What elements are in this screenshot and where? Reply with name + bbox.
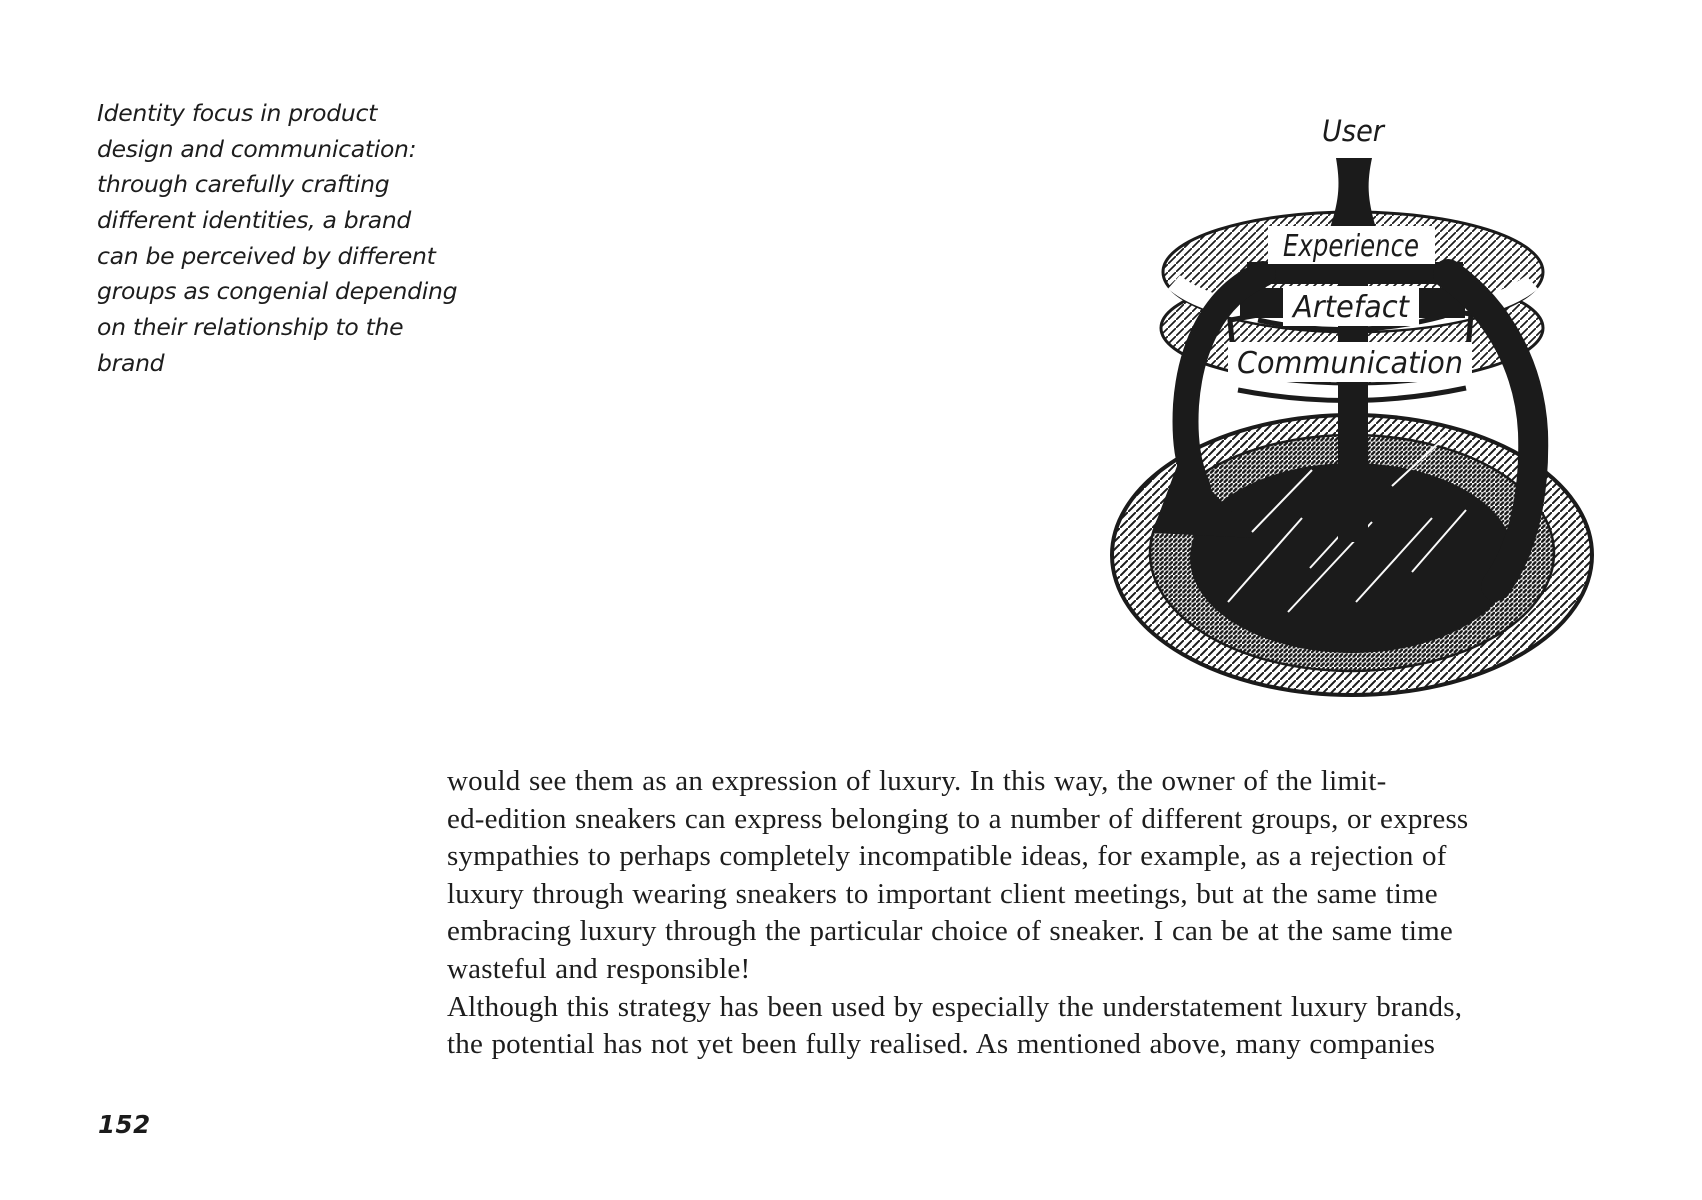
caption-line: different identities, a brand — [97, 206, 412, 235]
body-text-line: wasteful and responsible! — [447, 952, 751, 985]
body-text-line: ed-edition sneakers can express belonging to a number of different groups, or express — [447, 802, 1469, 835]
user-funnel — [1330, 158, 1376, 228]
body-text-line: the potential has not yet been fully realised. As mentioned above, many companies — [447, 1028, 1436, 1061]
body-text-line: Although this strategy has been used by especially the understatement luxury brands, — [447, 990, 1463, 1023]
body-text-line: sympathies to perhaps completely incompatible ideas, for example, as a rejection of — [447, 840, 1447, 873]
caption-line: Identity focus in product — [97, 99, 378, 127]
body-text-line: embracing luxury through the particular choice of sneaker. I can be at the same time — [447, 915, 1453, 948]
artefact-label: Artefact — [1291, 290, 1411, 325]
caption-line: groups as congenial depending — [97, 277, 458, 306]
margin-caption — [97, 96, 457, 382]
body-text — [447, 763, 1468, 1064]
caption-line: design and communication: — [97, 134, 417, 163]
caption-line: brand — [97, 348, 165, 377]
caption-line: can be perceived by different — [97, 241, 436, 270]
body-text-line: would see them as an expression of luxury. In this way, the owner of the limit- — [447, 765, 1387, 797]
caption-line: on their relationship to the — [97, 313, 404, 342]
caption-line: through carefully crafting — [97, 170, 390, 199]
experience-label: Experience — [1283, 229, 1419, 264]
identity-focus-diagram — [1090, 95, 1610, 710]
page-number: 152 — [98, 1110, 151, 1139]
body-text-line: luxury through wearing sneakers to important client meetings, but at the same time — [447, 877, 1438, 910]
upper-crossbar — [1247, 262, 1463, 284]
user-label: User — [1322, 114, 1386, 148]
claw-diagram-svg — [1090, 95, 1610, 710]
communication-label: Communication — [1237, 346, 1463, 381]
